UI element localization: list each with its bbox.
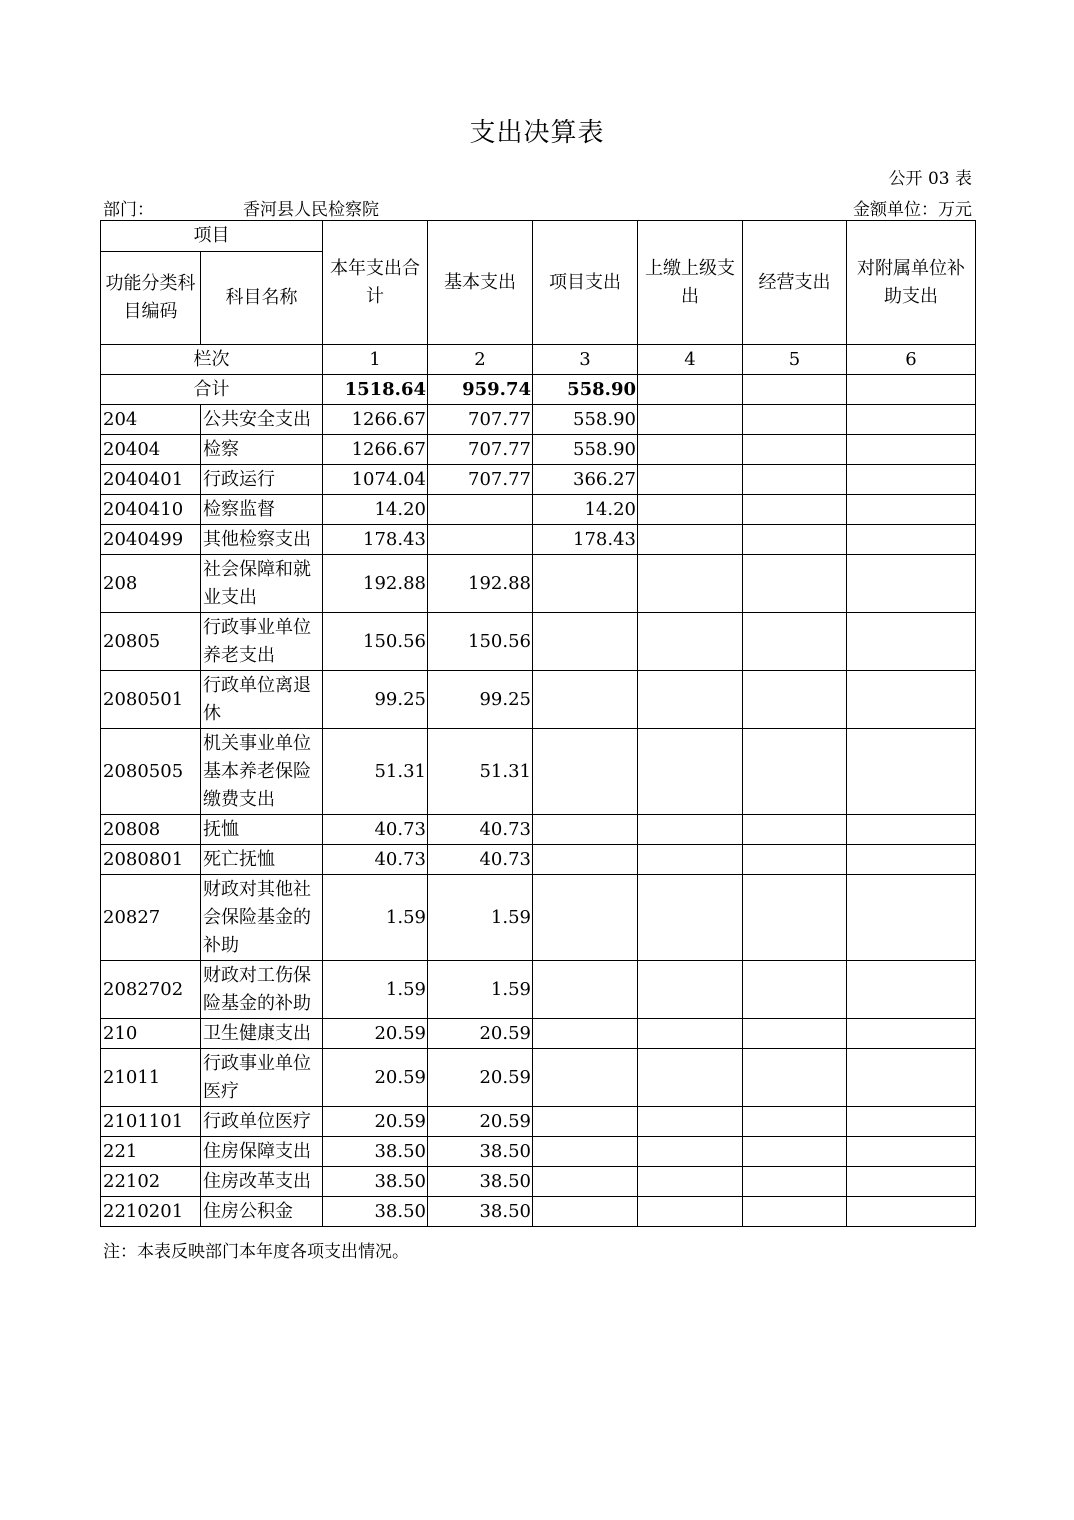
row-total: 150.56 — [323, 613, 428, 671]
row-business — [743, 613, 847, 671]
column-number: 5 — [743, 345, 847, 375]
row-project: 14.20 — [533, 495, 638, 525]
row-subsidy — [847, 875, 976, 961]
row-total: 192.88 — [323, 555, 428, 613]
row-total: 40.73 — [323, 815, 428, 845]
row-total: 20.59 — [323, 1107, 428, 1137]
row-name: 住房公积金 — [201, 1197, 323, 1227]
row-business — [743, 961, 847, 1019]
row-business — [743, 671, 847, 729]
total-basic: 959.74 — [428, 375, 533, 405]
row-project — [533, 875, 638, 961]
header-basic: 基本支出 — [428, 221, 533, 345]
row-subsidy — [847, 525, 976, 555]
column-number: 2 — [428, 345, 533, 375]
column-number: 4 — [638, 345, 743, 375]
row-upper — [638, 729, 743, 815]
row-total: 1266.67 — [323, 405, 428, 435]
row-upper — [638, 555, 743, 613]
row-project — [533, 555, 638, 613]
table-row — [101, 1167, 976, 1197]
row-subsidy — [847, 1049, 976, 1107]
row-code: 20827 — [101, 875, 201, 961]
row-code: 204 — [101, 405, 201, 435]
row-code: 20805 — [101, 613, 201, 671]
row-basic: 38.50 — [428, 1167, 533, 1197]
table-row — [101, 435, 976, 465]
form-number: 公开 03 表 — [888, 169, 972, 189]
row-project — [533, 815, 638, 845]
row-upper — [638, 875, 743, 961]
table-row — [101, 875, 976, 961]
header-project-expenditure: 项目支出 — [533, 221, 638, 345]
row-upper — [638, 1107, 743, 1137]
row-upper — [638, 845, 743, 875]
row-subsidy — [847, 435, 976, 465]
row-basic: 40.73 — [428, 815, 533, 845]
table-row — [101, 729, 976, 815]
row-subsidy — [847, 815, 976, 845]
table-row — [101, 815, 976, 845]
row-name: 机关事业单位基本养老保险缴费支出 — [201, 729, 323, 815]
department-label: 部门： — [103, 200, 154, 220]
row-project — [533, 1019, 638, 1049]
row-business — [743, 1107, 847, 1137]
row-basic: 192.88 — [428, 555, 533, 613]
table-row — [101, 495, 976, 525]
row-upper — [638, 465, 743, 495]
column-number: 1 — [323, 345, 428, 375]
row-project — [533, 1167, 638, 1197]
row-business — [743, 1137, 847, 1167]
table-row — [101, 465, 976, 495]
header-upper: 上缴上级支出 — [638, 221, 743, 345]
row-code: 210 — [101, 1019, 201, 1049]
table-row — [101, 405, 976, 435]
row-code: 20404 — [101, 435, 201, 465]
row-basic: 99.25 — [428, 671, 533, 729]
header-business: 经营支出 — [743, 221, 847, 345]
table-row — [101, 613, 976, 671]
row-code: 22102 — [101, 1167, 201, 1197]
row-total: 20.59 — [323, 1049, 428, 1107]
row-project — [533, 1137, 638, 1167]
row-total: 178.43 — [323, 525, 428, 555]
row-name: 卫生健康支出 — [201, 1019, 323, 1049]
row-basic: 707.77 — [428, 465, 533, 495]
table-row — [101, 961, 976, 1019]
row-name: 检察 — [201, 435, 323, 465]
row-business — [743, 525, 847, 555]
row-upper — [638, 1197, 743, 1227]
row-code: 2082702 — [101, 961, 201, 1019]
row-name: 社会保障和就业支出 — [201, 555, 323, 613]
row-name: 住房保障支出 — [201, 1137, 323, 1167]
table-row — [101, 1019, 976, 1049]
row-name: 财政对工伤保险基金的补助 — [201, 961, 323, 1019]
header-name: 科目名称 — [201, 252, 323, 345]
table-row — [101, 1137, 976, 1167]
table-note: 注：本表反映部门本年度各项支出情况。 — [103, 1242, 409, 1262]
row-business — [743, 465, 847, 495]
row-name: 死亡抚恤 — [201, 845, 323, 875]
row-total: 1.59 — [323, 961, 428, 1019]
row-subsidy — [847, 1137, 976, 1167]
row-project: 178.43 — [533, 525, 638, 555]
row-upper — [638, 671, 743, 729]
row-total: 20.59 — [323, 1019, 428, 1049]
row-subsidy — [847, 613, 976, 671]
row-name: 行政运行 — [201, 465, 323, 495]
row-code: 2080501 — [101, 671, 201, 729]
row-business — [743, 729, 847, 815]
column-number: 6 — [847, 345, 976, 375]
row-code: 2040401 — [101, 465, 201, 495]
table-row — [101, 1197, 976, 1227]
row-total: 38.50 — [323, 1167, 428, 1197]
table-row — [101, 555, 976, 613]
row-upper — [638, 495, 743, 525]
row-code: 21011 — [101, 1049, 201, 1107]
row-upper — [638, 1167, 743, 1197]
row-code: 208 — [101, 555, 201, 613]
header-project: 项目 — [101, 221, 323, 252]
row-total: 1.59 — [323, 875, 428, 961]
row-business — [743, 1197, 847, 1227]
amount-unit: 金额单位：万元 — [853, 200, 972, 220]
row-total: 38.50 — [323, 1197, 428, 1227]
page-title: 支出决算表 — [469, 118, 605, 148]
row-project — [533, 729, 638, 815]
row-code: 2101101 — [101, 1107, 201, 1137]
row-subsidy — [847, 1197, 976, 1227]
row-code: 2040410 — [101, 495, 201, 525]
row-upper — [638, 815, 743, 845]
row-subsidy — [847, 465, 976, 495]
row-total: 14.20 — [323, 495, 428, 525]
row-project: 558.90 — [533, 435, 638, 465]
row-business — [743, 405, 847, 435]
row-basic — [428, 525, 533, 555]
row-basic: 707.77 — [428, 405, 533, 435]
row-basic: 1.59 — [428, 961, 533, 1019]
row-subsidy — [847, 671, 976, 729]
total-amount: 1518.64 — [323, 375, 428, 405]
header-code: 功能分类科目编码 — [101, 252, 201, 345]
row-business — [743, 555, 847, 613]
table-row — [101, 525, 976, 555]
row-code: 2210201 — [101, 1197, 201, 1227]
row-business — [743, 845, 847, 875]
table-row — [101, 845, 976, 875]
row-basic: 38.50 — [428, 1137, 533, 1167]
row-upper — [638, 405, 743, 435]
row-subsidy — [847, 1019, 976, 1049]
row-basic: 20.59 — [428, 1049, 533, 1107]
total-subsidy — [847, 375, 976, 405]
row-subsidy — [847, 1167, 976, 1197]
row-name: 公共安全支出 — [201, 405, 323, 435]
department-name: 香河县人民检察院 — [243, 200, 379, 220]
row-upper — [638, 1049, 743, 1107]
row-basic: 51.31 — [428, 729, 533, 815]
row-basic: 40.73 — [428, 845, 533, 875]
row-code: 20808 — [101, 815, 201, 845]
row-total: 38.50 — [323, 1137, 428, 1167]
row-upper — [638, 435, 743, 465]
row-code: 2040499 — [101, 525, 201, 555]
row-business — [743, 1049, 847, 1107]
row-name: 住房改革支出 — [201, 1167, 323, 1197]
row-name: 检察监督 — [201, 495, 323, 525]
row-name: 行政事业单位养老支出 — [201, 613, 323, 671]
row-business — [743, 815, 847, 845]
row-name: 抚恤 — [201, 815, 323, 845]
row-upper — [638, 1019, 743, 1049]
total-upper — [638, 375, 743, 405]
row-basic: 38.50 — [428, 1197, 533, 1227]
row-total: 1074.04 — [323, 465, 428, 495]
row-upper — [638, 525, 743, 555]
column-number: 3 — [533, 345, 638, 375]
row-upper — [638, 613, 743, 671]
row-project — [533, 1197, 638, 1227]
row-business — [743, 435, 847, 465]
row-subsidy — [847, 845, 976, 875]
row-project — [533, 961, 638, 1019]
row-code: 2080801 — [101, 845, 201, 875]
row-basic — [428, 495, 533, 525]
row-name: 行政事业单位医疗 — [201, 1049, 323, 1107]
row-subsidy — [847, 555, 976, 613]
column-number-label: 栏次 — [101, 345, 323, 375]
row-business — [743, 1167, 847, 1197]
header-subsidy: 对附属单位补助支出 — [847, 221, 976, 345]
table-row — [101, 1107, 976, 1137]
row-basic: 150.56 — [428, 613, 533, 671]
row-project: 558.90 — [533, 405, 638, 435]
row-name: 行政单位医疗 — [201, 1107, 323, 1137]
total-label: 合计 — [101, 375, 323, 405]
row-project: 366.27 — [533, 465, 638, 495]
total-project: 558.90 — [533, 375, 638, 405]
row-total: 1266.67 — [323, 435, 428, 465]
row-name: 财政对其他社会保险基金的补助 — [201, 875, 323, 961]
row-subsidy — [847, 961, 976, 1019]
row-code: 221 — [101, 1137, 201, 1167]
row-basic: 20.59 — [428, 1019, 533, 1049]
total-business — [743, 375, 847, 405]
table-row — [101, 1049, 976, 1107]
header-total: 本年支出合计 — [323, 221, 428, 345]
row-name: 行政单位离退休 — [201, 671, 323, 729]
row-basic: 707.77 — [428, 435, 533, 465]
row-name: 其他检察支出 — [201, 525, 323, 555]
row-basic: 20.59 — [428, 1107, 533, 1137]
row-upper — [638, 961, 743, 1019]
row-basic: 1.59 — [428, 875, 533, 961]
row-subsidy — [847, 405, 976, 435]
row-upper — [638, 1137, 743, 1167]
row-business — [743, 875, 847, 961]
table-row — [101, 671, 976, 729]
row-project — [533, 1049, 638, 1107]
row-code: 2080505 — [101, 729, 201, 815]
row-total: 99.25 — [323, 671, 428, 729]
row-project — [533, 845, 638, 875]
row-project — [533, 613, 638, 671]
row-subsidy — [847, 729, 976, 815]
expenditure-table — [100, 220, 976, 1227]
row-total: 40.73 — [323, 845, 428, 875]
row-total: 51.31 — [323, 729, 428, 815]
row-subsidy — [847, 1107, 976, 1137]
row-business — [743, 1019, 847, 1049]
row-project — [533, 1107, 638, 1137]
row-business — [743, 495, 847, 525]
row-subsidy — [847, 495, 976, 525]
row-project — [533, 671, 638, 729]
